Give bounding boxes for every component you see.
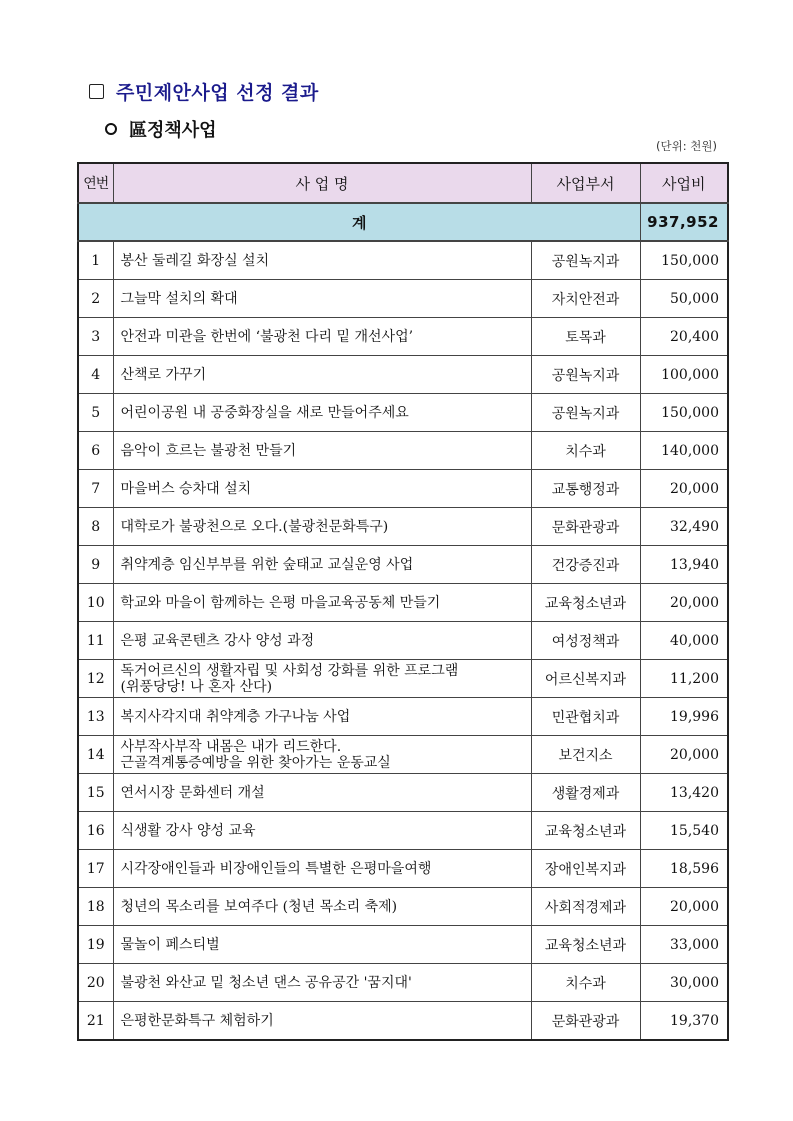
subsection-title: [105, 116, 217, 142]
department: 민관협치과: [531, 698, 640, 736]
project-name-line: 취약계층 임신부부를 위한 숲태교 교실운영 사업: [120, 556, 414, 573]
row-number: 8: [78, 508, 113, 546]
project-name-line: 봉산 둘레길 화장실 설치: [120, 252, 270, 269]
table-row: [78, 318, 728, 356]
project-name-line: 음악이 흐르는 불광천 만들기: [120, 442, 297, 459]
department: 장애인복지과: [531, 850, 640, 888]
table-row: [78, 812, 728, 850]
table-row: [78, 241, 728, 280]
project-name: [113, 774, 531, 812]
row-number: 21: [78, 1002, 113, 1041]
row-number: 11: [78, 622, 113, 660]
budget-amount: 50,000: [640, 280, 728, 318]
budget-amount: 13,940: [640, 546, 728, 584]
budget-amount: 40,000: [640, 622, 728, 660]
budget-amount: 100,000: [640, 356, 728, 394]
project-name-line: 안전과 미관을 한번에 ‘불광천 다리 밑 개선사업’: [120, 328, 414, 345]
row-number: 5: [78, 394, 113, 432]
budget-amount: 150,000: [640, 394, 728, 432]
budget-amount: 33,000: [640, 926, 728, 964]
subsection-title-text: 區정책사업: [129, 120, 217, 141]
project-name: [113, 964, 531, 1002]
row-number: 9: [78, 546, 113, 584]
table-row: [78, 432, 728, 470]
row-number: 19: [78, 926, 113, 964]
project-name-line: 물놀이 페스티벌: [120, 936, 220, 953]
budget-amount: 11,200: [640, 660, 728, 698]
budget-amount: 19,370: [640, 1002, 728, 1041]
project-name: [113, 1002, 531, 1041]
project-name: [113, 508, 531, 546]
department: 문화관광과: [531, 1002, 640, 1041]
budget-amount: 18,596: [640, 850, 728, 888]
project-name: [113, 888, 531, 926]
department: 건강증진과: [531, 546, 640, 584]
row-number: 18: [78, 888, 113, 926]
table-row: [78, 660, 728, 698]
project-name-line: 사부작사부작 내몸은 내가 리드한다.: [120, 738, 342, 755]
project-name-line: 연서시장 문화센터 개설: [120, 784, 265, 801]
row-number: 1: [78, 241, 113, 280]
project-name: [113, 470, 531, 508]
table-row: [78, 850, 728, 888]
budget-amount: 20,000: [640, 584, 728, 622]
table-row: [78, 470, 728, 508]
table-row: [78, 394, 728, 432]
budget-amount: 15,540: [640, 812, 728, 850]
table-row: [78, 888, 728, 926]
department: 교통행정과: [531, 470, 640, 508]
project-name: [113, 584, 531, 622]
table-row: [78, 1002, 728, 1041]
section-title-text: 주민제안사업 선정 결과: [116, 82, 319, 104]
table-row: [78, 546, 728, 584]
row-number: 10: [78, 584, 113, 622]
row-number: 16: [78, 812, 113, 850]
project-name: [113, 698, 531, 736]
project-name-line: 학교와 마을이 함께하는 은평 마을교육공동체 만들기: [120, 594, 441, 611]
budget-amount: 20,400: [640, 318, 728, 356]
department: 치수과: [531, 432, 640, 470]
table-row: [78, 508, 728, 546]
department: 자치안전과: [531, 280, 640, 318]
table-row: [78, 964, 728, 1002]
row-number: 4: [78, 356, 113, 394]
row-number: 13: [78, 698, 113, 736]
department: 공원녹지과: [531, 241, 640, 280]
table-row: [78, 584, 728, 622]
checkbox-square-icon: [89, 84, 104, 99]
project-name: [113, 318, 531, 356]
row-number: 15: [78, 774, 113, 812]
department: 교육청소년과: [531, 812, 640, 850]
department: 치수과: [531, 964, 640, 1002]
project-name-line: 식생활 강사 양성 교육: [120, 822, 256, 839]
project-name-line: 독거어르신의 생활자립 및 사회성 강화를 위한 프로그램: [120, 662, 459, 679]
budget-amount: 13,420: [640, 774, 728, 812]
table-header-row: [78, 163, 728, 203]
project-name: [113, 280, 531, 318]
row-number: 6: [78, 432, 113, 470]
department: 토목과: [531, 318, 640, 356]
department: 사회적경제과: [531, 888, 640, 926]
table-row: [78, 280, 728, 318]
table-row: [78, 736, 728, 774]
circle-bullet-icon: [105, 123, 117, 135]
budget-amount: 20,000: [640, 736, 728, 774]
total-amount: 937,952: [640, 203, 728, 241]
project-name-line: 산책로 가꾸기: [120, 366, 207, 383]
budget-amount: 20,000: [640, 888, 728, 926]
department: 공원녹지과: [531, 394, 640, 432]
project-name: [113, 622, 531, 660]
row-number: 2: [78, 280, 113, 318]
project-name: [113, 546, 531, 584]
department: 여성정책과: [531, 622, 640, 660]
project-name-line: 청년의 목소리를 보여주다 (청년 목소리 축제): [120, 898, 398, 915]
total-label: 계: [78, 203, 640, 241]
table-row: [78, 926, 728, 964]
department: 교육청소년과: [531, 926, 640, 964]
department: 공원녹지과: [531, 356, 640, 394]
project-name: [113, 394, 531, 432]
department: 어르신복지과: [531, 660, 640, 698]
row-number: 12: [78, 660, 113, 698]
table-row: [78, 774, 728, 812]
project-name-line: 은평 교육콘텐츠 강사 양성 과정: [120, 632, 315, 649]
project-name-line: 불광천 와산교 밑 청소년 댄스 공유공간 '꿈지대': [120, 974, 412, 991]
total-row: [78, 203, 728, 241]
budget-amount: 32,490: [640, 508, 728, 546]
row-number: 7: [78, 470, 113, 508]
department: 문화관광과: [531, 508, 640, 546]
col-header-no: 연번: [78, 163, 113, 203]
project-name-line-2: (위풍당당! 나 혼자 산다): [120, 678, 273, 695]
project-name-line: 대학로가 불광천으로 오다.(불광천문화특구): [120, 518, 389, 535]
project-name: [113, 926, 531, 964]
project-name-line: 그늘막 설치의 확대: [120, 290, 238, 307]
table-row: [78, 698, 728, 736]
row-number: 3: [78, 318, 113, 356]
col-header-amount: 사업비: [640, 163, 728, 203]
projects-table: [77, 162, 729, 1041]
project-name: [113, 812, 531, 850]
budget-amount: 20,000: [640, 470, 728, 508]
col-header-dept: 사업부서: [531, 163, 640, 203]
table-row: [78, 356, 728, 394]
table-row: [78, 622, 728, 660]
unit-note: (단위: 천원): [656, 139, 717, 153]
col-header-name: 사 업 명: [113, 163, 531, 203]
section-title: [89, 78, 319, 105]
project-name: [113, 660, 531, 698]
project-name: [113, 241, 531, 280]
project-name: [113, 356, 531, 394]
project-name: [113, 850, 531, 888]
project-name-line: 어린이공원 내 공중화장실을 새로 만들어주세요: [120, 404, 409, 421]
project-name-line: 복지사각지대 취약계층 가구나눔 사업: [120, 708, 351, 725]
department: 보건지소: [531, 736, 640, 774]
project-name: [113, 736, 531, 774]
budget-amount: 150,000: [640, 241, 728, 280]
project-name-line: 마을버스 승차대 설치: [120, 480, 252, 497]
budget-amount: 19,996: [640, 698, 728, 736]
budget-amount: 30,000: [640, 964, 728, 1002]
row-number: 14: [78, 736, 113, 774]
project-name-line: 시각장애인들과 비장애인들의 특별한 은평마을여행: [120, 860, 432, 877]
budget-amount: 140,000: [640, 432, 728, 470]
department: 생활경제과: [531, 774, 640, 812]
project-name-line-2: 근골격계통증예방을 위한 찾아가는 운동교실: [120, 754, 391, 771]
department: 교육청소년과: [531, 584, 640, 622]
project-name: [113, 432, 531, 470]
row-number: 17: [78, 850, 113, 888]
project-name-line: 은평한문화특구 체험하기: [120, 1012, 274, 1029]
row-number: 20: [78, 964, 113, 1002]
